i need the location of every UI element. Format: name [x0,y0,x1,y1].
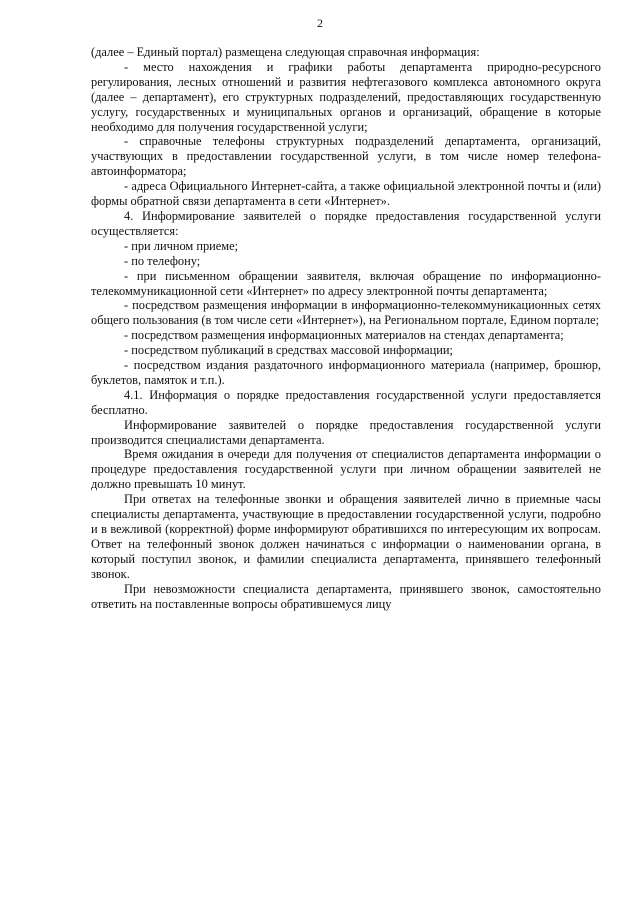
list-item-stands: - посредством размещения информационных материалов на стендах департамента; [124,328,564,343]
document-body [91,45,601,611]
list-item-in-person: - при личном приеме; [124,238,239,253]
list-item-handouts: - посредством издания раздаточного информационного материала (например, брошюр, буклетов, памяток и т.п.). [91,358,601,387]
list-item-phone: - по телефону; [124,253,201,268]
paragraph-waiting-time: Время ожидания в очереди для получения от специалистов департамента информации о процедуре предоставления государственной услуги при личном обращении заявителей не должно превышать 10 минут. [91,447,601,492]
paragraph-phone-answers: При ответах на телефонные звонки и обращения заявителей лично в приемные часы специалисты департамента, участвующие в предоставлении государственной услуги, подробно и в вежливой (корректной) форме информируют обратившихся по интересующим их вопросам. Ответ на телефонный звонок должен начинаться с информации о наименовании органа, в который поступил звонок, и фамилии специалиста департамента, принявшего телефонный звонок. [91,492,601,581]
paragraph-informing: Информирование заявителей о порядке предоставления государственной услуги производится специалистами департамента. [91,417,601,447]
page-number: 2 [317,16,323,30]
paragraph-continuation: (далее – Единый портал) размещена следующая справочная информация: [91,45,480,59]
list-item-media: - посредством публикаций в средствах массовой информации; [124,343,453,358]
list-item-location: - место нахождения и графики работы департамента природно-ресурсного регулирования, лесных отношений и развития нефтегазового комплекса автономного округа (далее – департамент), его структурных подразделений, предоставляющих государственную услугу, государственных и муниципальных органов и организаций, обращение в которые необходимо для получения государственной услуги; [91,59,601,134]
list-item-phones: - справочные телефоны структурных подразделений департамента, организаций, участвующих в предоставлении государственной услуги, в том числе номер телефона-автоинформатора; [91,134,601,179]
paragraph-4-1: 4.1. Информация о порядке предоставления государственной услуги предоставляется бесплатно. [91,387,601,417]
list-item-written: - при письменном обращении заявителя, включая обращение по информационно-телекоммуникационной сети «Интернет» по адресу электронной почты департамента; [91,268,601,298]
paragraph-4-heading: 4. Информирование заявителей о порядке предоставления государственной услуги осуществляется: [91,208,601,238]
list-item-networks: - посредством размещения информации в информационно-телекоммуникационных сетях общего пользования (в том числе сети «Интернет»), на Региональном портале, Едином портале; [91,298,601,328]
paragraph-cannot-answer: При невозможности специалиста департамента, принявшего звонок, самостоятельно ответить на поставленные вопросы обратившемуся лицу [91,581,601,611]
list-item-addresses: - адреса Официального Интернет-сайта, а также официальной электронной почты и (или) формы обратной связи департамента в сети «Интернет». [91,179,601,209]
